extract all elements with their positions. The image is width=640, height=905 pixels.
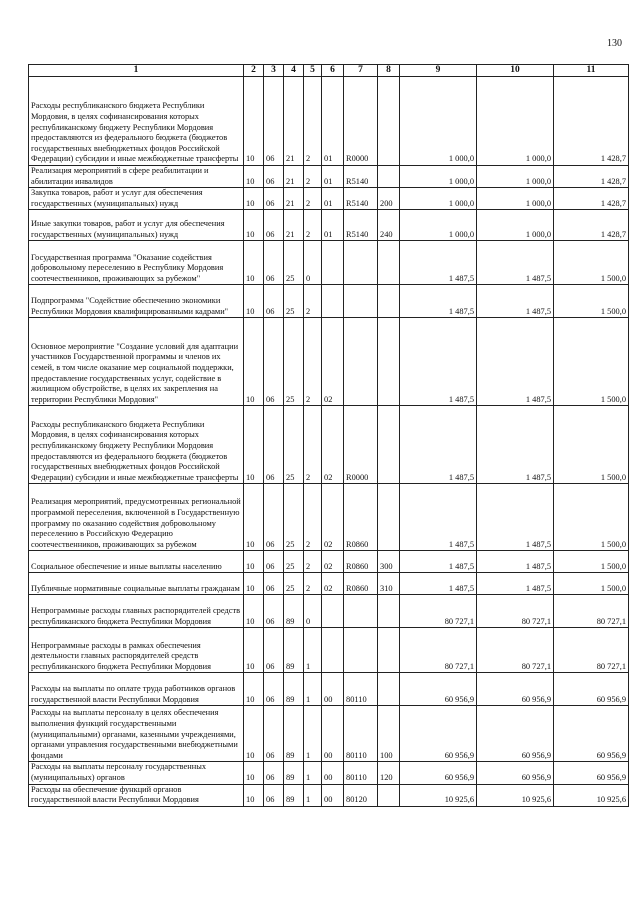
amount-col-9: 1 000,0 <box>400 188 477 210</box>
row-description: Государственная программа "Оказание содействия добровольному переселению в Республику Мордовия соотечественников, проживающих за рубежом" <box>29 241 244 285</box>
code-col-7: R0000 <box>344 406 378 484</box>
code-col-6: 01 <box>322 77 344 166</box>
code-col-8: 300 <box>378 551 400 573</box>
row-description: Публичные нормативные социальные выплаты гражданам <box>29 573 244 595</box>
code-col-7: R0860 <box>344 573 378 595</box>
code-col-7: R5140 <box>344 166 378 188</box>
amount-col-9: 1 487,5 <box>400 285 477 318</box>
amount-col-10: 1 487,5 <box>477 551 554 573</box>
code-col-2: 10 <box>244 188 264 210</box>
table-row <box>29 551 629 573</box>
amount-col-10: 1 000,0 <box>477 77 554 166</box>
table-row <box>29 628 629 673</box>
row-description: Расходы республиканского бюджета Республики Мордовия, в целях софинансирования которых республиканскому бюджету Республики Мордовия предоставляются из федерального бюджета (бюджетов государственных внебюджетных фондов Российской Федерации) субсидии и иные межбюджетные трансферты <box>29 406 244 484</box>
code-col-6: 01 <box>322 210 344 241</box>
code-col-2: 10 <box>244 166 264 188</box>
code-col-2: 10 <box>244 784 264 806</box>
budget-table <box>28 64 629 807</box>
amount-col-11: 10 925,6 <box>554 784 629 806</box>
code-col-8 <box>378 673 400 706</box>
code-col-6: 00 <box>322 762 344 784</box>
amount-col-11: 1 500,0 <box>554 551 629 573</box>
code-col-4: 21 <box>284 166 304 188</box>
code-col-2: 10 <box>244 762 264 784</box>
row-description: Основное мероприятие "Создание условий для адаптации участников Государственной программы и членов их семей, в том числе оказание мер социальной поддержки, предоставление государственных услуг, содействие в жилищном обустройстве, в целях их закрепления на территории Республики Мордовия" <box>29 318 244 406</box>
code-col-8 <box>378 318 400 406</box>
amount-col-11: 1 428,7 <box>554 77 629 166</box>
code-col-7: 80110 <box>344 706 378 762</box>
amount-col-11: 1 428,7 <box>554 210 629 241</box>
amount-col-9: 60 956,9 <box>400 673 477 706</box>
code-col-7: R0000 <box>344 77 378 166</box>
code-col-2: 10 <box>244 210 264 241</box>
code-col-3: 06 <box>264 595 284 628</box>
code-col-5: 1 <box>304 762 322 784</box>
amount-col-9: 1 487,5 <box>400 318 477 406</box>
amount-col-10: 60 956,9 <box>477 706 554 762</box>
amount-col-11: 60 956,9 <box>554 673 629 706</box>
table-row <box>29 188 629 210</box>
column-header-4: 4 <box>284 65 304 77</box>
code-col-2: 10 <box>244 77 264 166</box>
code-col-8 <box>378 166 400 188</box>
amount-col-11: 1 500,0 <box>554 285 629 318</box>
code-col-2: 10 <box>244 573 264 595</box>
code-col-4: 25 <box>284 318 304 406</box>
code-col-7 <box>344 241 378 285</box>
code-col-6: 02 <box>322 318 344 406</box>
amount-col-10: 60 956,9 <box>477 673 554 706</box>
amount-col-9: 80 727,1 <box>400 628 477 673</box>
code-col-4: 21 <box>284 210 304 241</box>
code-col-8: 310 <box>378 573 400 595</box>
code-col-4: 21 <box>284 77 304 166</box>
code-col-4: 25 <box>284 406 304 484</box>
code-col-4: 89 <box>284 628 304 673</box>
code-col-7: R0860 <box>344 484 378 551</box>
amount-col-9: 60 956,9 <box>400 706 477 762</box>
row-description: Расходы на обеспечение функций органов государственной власти Республики Мордовия <box>29 784 244 806</box>
amount-col-9: 1 487,5 <box>400 406 477 484</box>
code-col-3: 06 <box>264 188 284 210</box>
row-description: Расходы на выплаты персоналу государственных (муниципальных) органов <box>29 762 244 784</box>
table-row <box>29 484 629 551</box>
amount-col-10: 60 956,9 <box>477 762 554 784</box>
code-col-7 <box>344 318 378 406</box>
code-col-8 <box>378 628 400 673</box>
amount-col-9: 80 727,1 <box>400 595 477 628</box>
code-col-7 <box>344 595 378 628</box>
amount-col-11: 60 956,9 <box>554 706 629 762</box>
code-col-2: 10 <box>244 318 264 406</box>
code-col-3: 06 <box>264 484 284 551</box>
code-col-5: 2 <box>304 551 322 573</box>
code-col-3: 06 <box>264 318 284 406</box>
amount-col-11: 60 956,9 <box>554 762 629 784</box>
header-row <box>29 65 629 77</box>
row-description: Непрограммные расходы в рамках обеспечения деятельности главных распорядителей средств республиканского бюджета Республики Мордовия <box>29 628 244 673</box>
row-description: Непрограммные расходы главных распорядителей средств республиканского бюджета Республики Мордовия <box>29 595 244 628</box>
code-col-6 <box>322 241 344 285</box>
code-col-6: 00 <box>322 673 344 706</box>
column-header-1: 1 <box>29 65 244 77</box>
code-col-4: 25 <box>284 551 304 573</box>
amount-col-10: 1 487,5 <box>477 318 554 406</box>
table-row <box>29 166 629 188</box>
code-col-8 <box>378 77 400 166</box>
amount-col-10: 1 000,0 <box>477 166 554 188</box>
code-col-5: 2 <box>304 406 322 484</box>
code-col-5: 2 <box>304 484 322 551</box>
code-col-4: 89 <box>284 673 304 706</box>
code-col-8: 200 <box>378 188 400 210</box>
table-row <box>29 210 629 241</box>
amount-col-9: 1 487,5 <box>400 241 477 285</box>
amount-col-11: 1 500,0 <box>554 241 629 285</box>
row-description: Расходы республиканского бюджета Республики Мордовия, в целях софинансирования которых республиканскому бюджету Республики Мордовия предоставляются из федерального бюджета (бюджетов государственных внебюджетных фондов Российской Федерации) субсидии и иные межбюджетные трансферты <box>29 77 244 166</box>
amount-col-11: 80 727,1 <box>554 628 629 673</box>
code-col-2: 10 <box>244 628 264 673</box>
table-row <box>29 77 629 166</box>
amount-col-9: 1 487,5 <box>400 573 477 595</box>
column-header-8: 8 <box>378 65 400 77</box>
amount-col-11: 1 500,0 <box>554 484 629 551</box>
code-col-7: 80120 <box>344 784 378 806</box>
table-row <box>29 762 629 784</box>
code-col-7: 80110 <box>344 762 378 784</box>
amount-col-9: 1 000,0 <box>400 210 477 241</box>
code-col-3: 06 <box>264 285 284 318</box>
amount-col-10: 1 000,0 <box>477 210 554 241</box>
code-col-8: 240 <box>378 210 400 241</box>
column-header-10: 10 <box>477 65 554 77</box>
code-col-5: 2 <box>304 77 322 166</box>
code-col-6: 02 <box>322 484 344 551</box>
code-col-3: 06 <box>264 241 284 285</box>
code-col-6: 01 <box>322 166 344 188</box>
code-col-3: 06 <box>264 573 284 595</box>
table-row <box>29 406 629 484</box>
code-col-5: 2 <box>304 166 322 188</box>
code-col-7 <box>344 628 378 673</box>
code-col-3: 06 <box>264 406 284 484</box>
code-col-3: 06 <box>264 210 284 241</box>
code-col-5: 0 <box>304 595 322 628</box>
code-col-6: 00 <box>322 784 344 806</box>
amount-col-9: 60 956,9 <box>400 762 477 784</box>
row-description: Социальное обеспечение и иные выплаты населению <box>29 551 244 573</box>
amount-col-11: 1 500,0 <box>554 318 629 406</box>
row-description: Реализация мероприятий в сфере реабилитации и абилитации инвалидов <box>29 166 244 188</box>
code-col-5: 0 <box>304 241 322 285</box>
amount-col-11: 1 500,0 <box>554 406 629 484</box>
amount-col-10: 10 925,6 <box>477 784 554 806</box>
code-col-3: 06 <box>264 77 284 166</box>
amount-col-10: 1 487,5 <box>477 484 554 551</box>
code-col-4: 25 <box>284 241 304 285</box>
code-col-5: 2 <box>304 285 322 318</box>
code-col-8 <box>378 406 400 484</box>
code-col-8 <box>378 595 400 628</box>
amount-col-10: 1 487,5 <box>477 573 554 595</box>
code-col-2: 10 <box>244 241 264 285</box>
code-col-3: 06 <box>264 762 284 784</box>
row-description: Расходы на выплаты персоналу в целях обеспечения выполнения функций государственными (муниципальными) органами, казенными учреждениями, органами управления государственными внебюджетными фондами <box>29 706 244 762</box>
amount-col-10: 1 000,0 <box>477 188 554 210</box>
code-col-8: 100 <box>378 706 400 762</box>
code-col-5: 2 <box>304 210 322 241</box>
amount-col-9: 1 487,5 <box>400 484 477 551</box>
code-col-6 <box>322 595 344 628</box>
code-col-3: 06 <box>264 628 284 673</box>
code-col-6: 02 <box>322 573 344 595</box>
code-col-4: 25 <box>284 573 304 595</box>
code-col-7: R5140 <box>344 188 378 210</box>
row-description: Закупка товаров, работ и услуг для обеспечения государственных (муниципальных) нужд <box>29 188 244 210</box>
code-col-6 <box>322 628 344 673</box>
column-header-7: 7 <box>344 65 378 77</box>
code-col-4: 25 <box>284 285 304 318</box>
code-col-7: 80110 <box>344 673 378 706</box>
code-col-8 <box>378 484 400 551</box>
code-col-4: 21 <box>284 188 304 210</box>
code-col-6 <box>322 285 344 318</box>
table-row <box>29 706 629 762</box>
code-col-3: 06 <box>264 551 284 573</box>
table-row <box>29 285 629 318</box>
code-col-6: 02 <box>322 406 344 484</box>
code-col-5: 1 <box>304 784 322 806</box>
column-header-3: 3 <box>264 65 284 77</box>
table-row <box>29 318 629 406</box>
code-col-3: 06 <box>264 673 284 706</box>
amount-col-9: 10 925,6 <box>400 784 477 806</box>
amount-col-10: 80 727,1 <box>477 595 554 628</box>
code-col-7 <box>344 285 378 318</box>
code-col-5: 1 <box>304 628 322 673</box>
amount-col-10: 1 487,5 <box>477 285 554 318</box>
row-description: Реализация мероприятий, предусмотренных региональной программой переселения, включенной в Государственную программу по оказанию содействия добровольному переселению в Российскую Федерацию соотечественников, проживающих за рубежом <box>29 484 244 551</box>
column-header-5: 5 <box>304 65 322 77</box>
code-col-4: 25 <box>284 484 304 551</box>
code-col-2: 10 <box>244 406 264 484</box>
code-col-7: R0860 <box>344 551 378 573</box>
column-header-2: 2 <box>244 65 264 77</box>
code-col-3: 06 <box>264 706 284 762</box>
amount-col-11: 80 727,1 <box>554 595 629 628</box>
page-number: 130 <box>607 38 622 49</box>
amount-col-10: 1 487,5 <box>477 241 554 285</box>
code-col-2: 10 <box>244 595 264 628</box>
code-col-6: 00 <box>322 706 344 762</box>
code-col-5: 1 <box>304 673 322 706</box>
code-col-2: 10 <box>244 484 264 551</box>
code-col-5: 1 <box>304 706 322 762</box>
code-col-8 <box>378 241 400 285</box>
code-col-7: R5140 <box>344 210 378 241</box>
code-col-2: 10 <box>244 551 264 573</box>
code-col-8 <box>378 784 400 806</box>
code-col-6: 01 <box>322 188 344 210</box>
amount-col-9: 1 487,5 <box>400 551 477 573</box>
amount-col-11: 1 500,0 <box>554 573 629 595</box>
code-col-3: 06 <box>264 784 284 806</box>
code-col-2: 10 <box>244 285 264 318</box>
amount-col-9: 1 000,0 <box>400 77 477 166</box>
amount-col-9: 1 000,0 <box>400 166 477 188</box>
table-row <box>29 241 629 285</box>
code-col-8: 120 <box>378 762 400 784</box>
amount-col-10: 1 487,5 <box>477 406 554 484</box>
code-col-4: 89 <box>284 706 304 762</box>
amount-col-11: 1 428,7 <box>554 166 629 188</box>
code-col-4: 89 <box>284 762 304 784</box>
row-description: Расходы на выплаты по оплате труда работников органов государственной власти Республики Мордовия <box>29 673 244 706</box>
column-header-11: 11 <box>554 65 629 77</box>
row-description: Подпрограмма "Содействие обеспечению экономики Республики Мордовия квалифицированными кадрами" <box>29 285 244 318</box>
code-col-5: 2 <box>304 573 322 595</box>
table-row <box>29 784 629 806</box>
code-col-4: 89 <box>284 595 304 628</box>
amount-col-11: 1 428,7 <box>554 188 629 210</box>
code-col-6: 02 <box>322 551 344 573</box>
table-row <box>29 595 629 628</box>
code-col-4: 89 <box>284 784 304 806</box>
amount-col-10: 80 727,1 <box>477 628 554 673</box>
code-col-2: 10 <box>244 673 264 706</box>
code-col-5: 2 <box>304 318 322 406</box>
column-header-9: 9 <box>400 65 477 77</box>
code-col-2: 10 <box>244 706 264 762</box>
code-col-8 <box>378 285 400 318</box>
row-description: Иные закупки товаров, работ и услуг для обеспечения государственных (муниципальных) нужд <box>29 210 244 241</box>
code-col-3: 06 <box>264 166 284 188</box>
code-col-5: 2 <box>304 188 322 210</box>
table-row <box>29 673 629 706</box>
table-row <box>29 573 629 595</box>
column-header-6: 6 <box>322 65 344 77</box>
